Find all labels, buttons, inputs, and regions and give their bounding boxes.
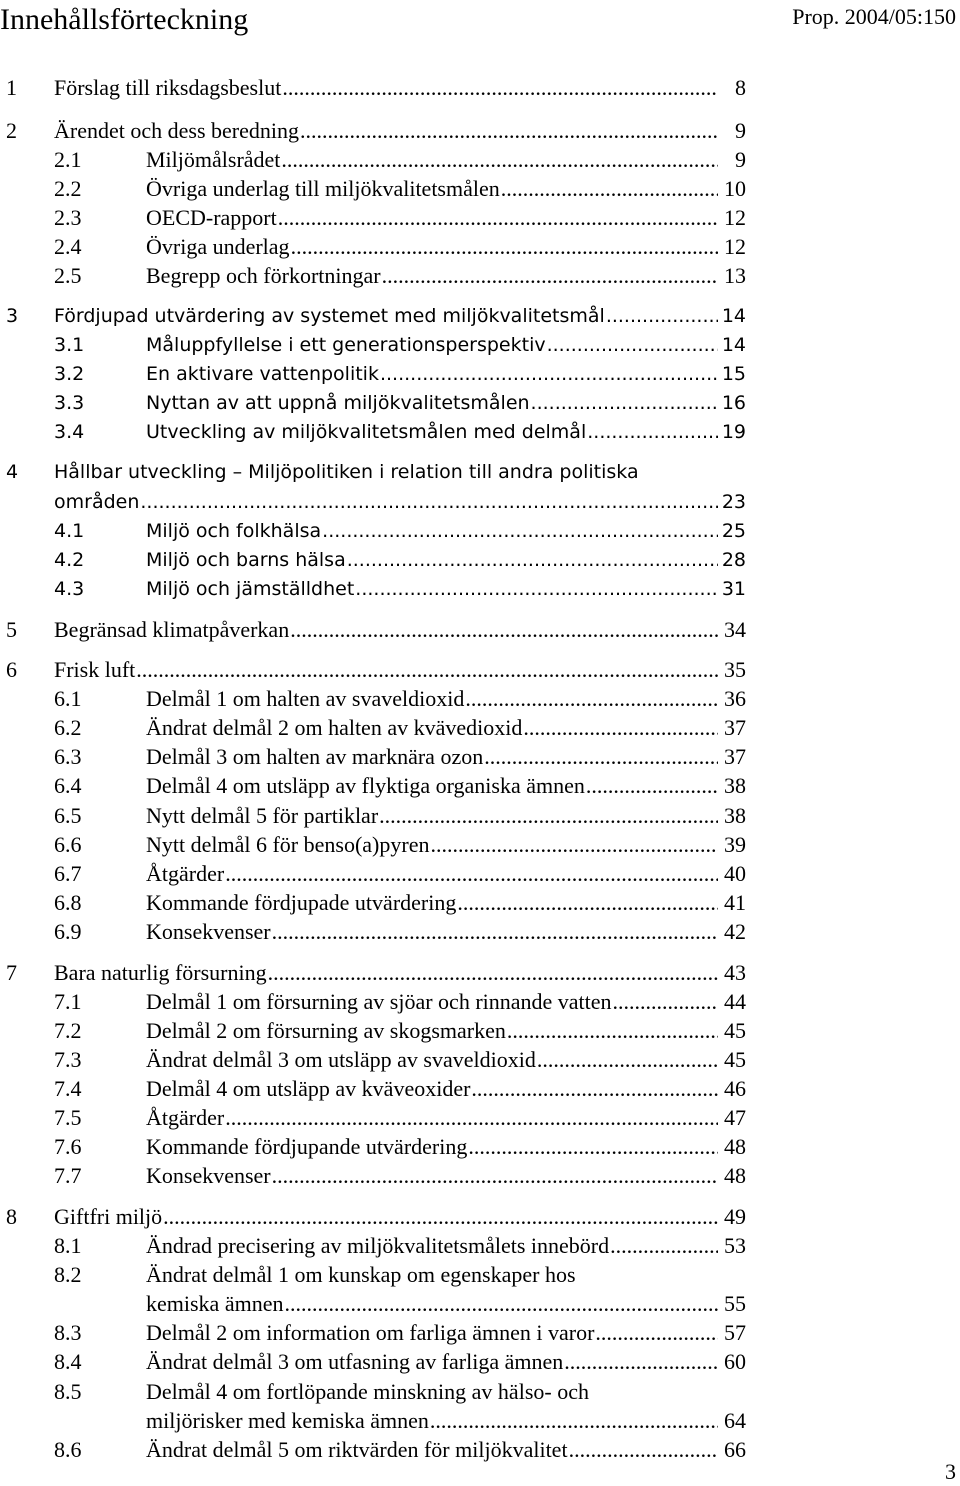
- toc-entry-title: Delmål 4 om utsläpp av flyktiga organiska ämnen: [146, 771, 586, 801]
- toc-entry-page: 35: [724, 657, 746, 682]
- dot-leader: [379, 801, 718, 831]
- toc-entry-title: Konsekvenser: [146, 1161, 272, 1191]
- toc-entry[interactable]: [0, 888, 760, 918]
- toc-entry[interactable]: [0, 330, 760, 360]
- toc-entry-title: Delmål 4 om fortlöpande minskning av hälso- och: [146, 1377, 590, 1407]
- toc-entry-title: Ändrat delmål 1 om kunskap om egenskaper hos: [146, 1260, 577, 1290]
- toc-entry-number: 7.1: [54, 989, 82, 1014]
- toc-entry-number: 6: [6, 657, 17, 682]
- dot-leader: [468, 1132, 718, 1162]
- toc-entry-title: Miljömålsrådet: [146, 145, 281, 175]
- document-reference: Prop. 2004/05:150: [792, 4, 956, 29]
- toc-entry-page: 14: [721, 305, 746, 327]
- toc-entry-page: 10: [724, 176, 746, 201]
- toc-entry-number: 8.6: [54, 1437, 82, 1462]
- dot-leader: [140, 487, 718, 517]
- toc-entry-number: 2.5: [54, 263, 82, 288]
- toc-entry-number: 6.9: [54, 919, 82, 944]
- toc-entry-page: 37: [724, 744, 746, 769]
- toc-entry-number: 3.1: [54, 334, 85, 356]
- toc-entry-page: 16: [721, 392, 746, 414]
- toc-entry-number: 3.3: [54, 392, 85, 414]
- toc-entry-page: 36: [724, 686, 746, 711]
- toc-entry[interactable]: [0, 487, 760, 517]
- toc-entry[interactable]: [0, 1161, 760, 1191]
- toc-entry[interactable]: [0, 684, 760, 714]
- toc-entry[interactable]: [0, 742, 760, 772]
- dot-leader: [272, 917, 718, 947]
- dot-leader: [355, 574, 718, 604]
- toc-entry-title: Kommande fördjupande utvärdering: [146, 1132, 468, 1162]
- toc-entry-number: 6.5: [54, 803, 82, 828]
- toc-entry-title: Kommande fördjupade utvärdering: [146, 888, 457, 918]
- toc-entry-number: 4: [6, 461, 19, 483]
- toc-entry-number: 2.1: [54, 147, 82, 172]
- toc-entry-number: 2.2: [54, 176, 82, 201]
- dot-leader: [587, 417, 718, 447]
- toc-entry[interactable]: [0, 987, 760, 1017]
- toc-entry[interactable]: [0, 145, 760, 175]
- dot-leader: [290, 615, 718, 645]
- toc-entry-title: områden: [54, 487, 140, 517]
- toc-entry-number: 7.6: [54, 1134, 82, 1159]
- toc-entry[interactable]: [0, 574, 760, 604]
- toc-entry[interactable]: [0, 545, 760, 575]
- toc-entry-page: 57: [724, 1320, 746, 1345]
- toc-entry[interactable]: [0, 359, 760, 389]
- toc-entry-page: 38: [724, 803, 746, 828]
- toc-entry[interactable]: [0, 232, 760, 262]
- toc-entry[interactable]: [0, 713, 760, 743]
- toc-entry-page: 15: [721, 363, 746, 385]
- dot-leader: [347, 545, 718, 575]
- toc-entry[interactable]: [0, 830, 760, 860]
- toc-entry-title: Delmål 4 om utsläpp av kväveoxider: [146, 1074, 471, 1104]
- dot-leader: [136, 655, 718, 685]
- toc-entry-title: miljörisker med kemiska ämnen: [146, 1406, 430, 1436]
- toc-entry-number: 7.7: [54, 1163, 82, 1188]
- toc-entry[interactable]: [0, 1103, 760, 1133]
- toc-entry-title: Fördjupad utvärdering av systemet med miljökvalitetsmål: [54, 301, 606, 331]
- toc-entry[interactable]: [0, 516, 760, 546]
- toc-entry-number: 3.4: [54, 421, 85, 443]
- toc-entry[interactable]: [0, 958, 760, 988]
- toc-entry-page: 13: [724, 263, 746, 288]
- toc-entry[interactable]: [0, 301, 760, 331]
- toc-entry[interactable]: [0, 1318, 760, 1348]
- toc-entry-page: 23: [721, 491, 746, 513]
- dot-leader: [300, 116, 718, 146]
- toc-entry-page: 64: [724, 1408, 746, 1433]
- toc-entry-title: Förslag till riksdagsbeslut: [54, 73, 282, 103]
- dot-leader: [507, 1016, 718, 1046]
- toc-entry-number: 7: [6, 960, 17, 985]
- toc-entry[interactable]: [0, 1289, 760, 1319]
- toc-entry-number: 3.2: [54, 363, 85, 385]
- toc-entry-page: 37: [724, 715, 746, 740]
- toc-entry-page: 8: [735, 75, 746, 100]
- dot-leader: [163, 1202, 718, 1232]
- toc-entry-number: 6.1: [54, 686, 82, 711]
- toc-entry-title: Frisk luft: [54, 655, 136, 685]
- toc-entry-page: 66: [724, 1437, 746, 1462]
- toc-entry-page: 44: [724, 989, 746, 1014]
- toc-entry-number: 6.8: [54, 890, 82, 915]
- toc-entry[interactable]: [0, 1202, 760, 1232]
- dot-leader: [613, 987, 718, 1017]
- toc-entry-title: Bara naturlig försurning: [54, 958, 268, 988]
- toc-entry-title: Delmål 3 om halten av marknära ozon: [146, 742, 484, 772]
- toc-entry-title: Begränsad klimatpåverkan: [54, 615, 290, 645]
- dot-leader: [430, 1406, 718, 1436]
- toc-entry-title: Miljö och jämställdhet: [146, 574, 355, 604]
- toc-entry[interactable]: [0, 859, 760, 889]
- toc-entry[interactable]: [0, 457, 760, 487]
- toc-entry-page: 19: [721, 421, 746, 443]
- toc-entry-number: 6.4: [54, 773, 82, 798]
- toc-entry-page: 49: [724, 1204, 746, 1229]
- toc-entry[interactable]: [0, 174, 760, 204]
- dot-leader: [484, 742, 718, 772]
- toc-entry-title: Nytt delmål 5 för partiklar: [146, 801, 379, 831]
- dot-leader: [225, 1103, 718, 1133]
- toc-entry-number: 7.3: [54, 1047, 82, 1072]
- toc-entry-number: 8.5: [54, 1379, 82, 1404]
- toc-entry[interactable]: [0, 73, 760, 103]
- toc-entry-page: 48: [724, 1134, 746, 1159]
- toc-entry-page: 31: [721, 578, 746, 600]
- toc-entry-number: 6.6: [54, 832, 82, 857]
- toc-entry-page: 9: [735, 118, 746, 143]
- dot-leader: [284, 1289, 718, 1319]
- toc-entry-number: 5: [6, 617, 17, 642]
- toc-entry-page: 43: [724, 960, 746, 985]
- dot-leader: [531, 388, 718, 418]
- toc-entry-title: Delmål 1 om halten av svaveldioxid: [146, 684, 465, 714]
- toc-entry[interactable]: [0, 1377, 760, 1407]
- toc-entry-title: Hållbar utveckling – Miljöpolitiken i relation till andra politiska: [54, 457, 640, 487]
- toc-entry[interactable]: [0, 1231, 760, 1261]
- dot-leader: [457, 888, 718, 918]
- toc-entry[interactable]: [0, 1016, 760, 1046]
- toc-entry[interactable]: [0, 615, 760, 645]
- dot-leader: [586, 771, 718, 801]
- toc-entry-title: Ändrat delmål 2 om halten av kvävedioxid: [146, 713, 523, 743]
- toc-entry-title: Åtgärder: [146, 859, 225, 889]
- toc-entry-number: 4.1: [54, 520, 85, 542]
- toc-entry[interactable]: [0, 1406, 760, 1436]
- toc-entry-number: 8: [6, 1204, 17, 1229]
- dot-leader: [537, 1045, 718, 1075]
- toc-entry-page: 14: [721, 334, 746, 356]
- toc-entry-page: 12: [724, 234, 746, 259]
- dot-leader: [595, 1318, 718, 1348]
- toc-entry-number: 8.3: [54, 1320, 82, 1345]
- toc-entry-title: Nyttan av att uppnå miljökvalitetsmålen: [146, 388, 531, 418]
- toc-entry[interactable]: [0, 1132, 760, 1162]
- dot-leader: [471, 1074, 718, 1104]
- dot-leader: [382, 261, 718, 291]
- toc-entry[interactable]: [0, 1347, 760, 1377]
- toc-entry-title: Ändrat delmål 5 om riktvärden för miljökvalitet: [146, 1435, 569, 1465]
- toc-entry-page: 25: [721, 520, 746, 542]
- toc-entry-page: 53: [724, 1233, 746, 1258]
- toc-entry-number: 6.2: [54, 715, 82, 740]
- toc-entry-page: 38: [724, 773, 746, 798]
- toc-entry-page: 40: [724, 861, 746, 886]
- toc-entry-number: 8.1: [54, 1233, 82, 1258]
- toc-entry[interactable]: [0, 1074, 760, 1104]
- toc-entry-page: 46: [724, 1076, 746, 1101]
- toc-entry-number: 4.2: [54, 549, 85, 571]
- toc-entry-title: Delmål 2 om försurning av skogsmarken: [146, 1016, 507, 1046]
- page-number: 3: [945, 1459, 956, 1484]
- dot-leader: [272, 1161, 718, 1191]
- toc-entry[interactable]: [0, 261, 760, 291]
- toc-entry-number: 7.5: [54, 1105, 82, 1130]
- toc-entry-title: Övriga underlag: [146, 232, 291, 262]
- dot-leader: [430, 830, 718, 860]
- toc-entry-page: 55: [724, 1291, 746, 1316]
- toc-entry[interactable]: [0, 417, 760, 447]
- toc-entry[interactable]: [0, 388, 760, 418]
- toc-entry-page: 12: [724, 205, 746, 230]
- dot-leader: [282, 73, 718, 103]
- toc-entry-title: Miljö och barns hälsa: [146, 545, 347, 575]
- toc-entry[interactable]: [0, 771, 760, 801]
- toc-entry[interactable]: [0, 1435, 760, 1465]
- toc-entry-page: 45: [724, 1018, 746, 1043]
- toc-entry-page: 48: [724, 1163, 746, 1188]
- toc-entry[interactable]: [0, 1260, 760, 1290]
- toc-entry-number: 6.3: [54, 744, 82, 769]
- dot-leader: [278, 203, 718, 233]
- toc-entry-title: Giftfri miljö: [54, 1202, 163, 1232]
- page-title: Innehållsförteckning: [0, 3, 249, 36]
- toc-entry-page: 42: [724, 919, 746, 944]
- toc-entry-number: 2: [6, 118, 17, 143]
- toc-entry[interactable]: [0, 655, 760, 685]
- toc-entry[interactable]: [0, 116, 760, 146]
- toc-entry-title: Ändrat delmål 3 om utfasning av farliga ämnen: [146, 1347, 564, 1377]
- toc-entry-page: 60: [724, 1349, 746, 1374]
- toc-entry-title: Miljö och folkhälsa: [146, 516, 322, 546]
- toc-entry-title: Nytt delmål 6 för benso(a)pyren: [146, 830, 430, 860]
- toc-entry-number: 4.3: [54, 578, 85, 600]
- toc-entry-title: Utveckling av miljökvalitetsmålen med delmål: [146, 417, 587, 447]
- toc-entry-page: 34: [724, 617, 746, 642]
- dot-leader: [501, 174, 718, 204]
- dot-leader: [569, 1435, 718, 1465]
- toc-entry-title: Delmål 2 om information om farliga ämnen i varor: [146, 1318, 595, 1348]
- toc-entry-title: Konsekvenser: [146, 917, 272, 947]
- toc-entry-title: Ändrad precisering av miljökvalitetsmålets innebörd: [146, 1231, 610, 1261]
- dot-leader: [268, 958, 718, 988]
- toc-entry-number: 8.4: [54, 1349, 82, 1374]
- toc-entry[interactable]: [0, 203, 760, 233]
- toc-entry[interactable]: [0, 917, 760, 947]
- dot-leader: [281, 145, 718, 175]
- toc-entry-number: 7.2: [54, 1018, 82, 1043]
- toc-entry-number: 2.3: [54, 205, 82, 230]
- toc-entry-title: Delmål 1 om försurning av sjöar och rinnande vatten: [146, 987, 613, 1017]
- toc-entry-title: OECD-rapport: [146, 203, 278, 233]
- toc-entry[interactable]: [0, 801, 760, 831]
- dot-leader: [606, 301, 718, 331]
- toc-entry-title: Åtgärder: [146, 1103, 225, 1133]
- toc-entry-number: 7.4: [54, 1076, 82, 1101]
- dot-leader: [523, 713, 718, 743]
- toc-entry-title: Begrepp och förkortningar: [146, 261, 382, 291]
- dot-leader: [225, 859, 718, 889]
- toc-entry-page: 28: [721, 549, 746, 571]
- toc-entry-number: 6.7: [54, 861, 82, 886]
- toc-entry-number: 1: [6, 75, 17, 100]
- dot-leader: [547, 330, 718, 360]
- toc-entry-title: Ärendet och dess beredning: [54, 116, 300, 146]
- toc-entry-title: Övriga underlag till miljökvalitetsmålen: [146, 174, 501, 204]
- dot-leader: [322, 516, 718, 546]
- toc-entry-title: kemiska ämnen: [146, 1289, 284, 1319]
- toc-entry-number: 8.2: [54, 1262, 82, 1287]
- toc-entry-title: En aktivare vattenpolitik: [146, 359, 380, 389]
- toc-entry-page: 45: [724, 1047, 746, 1072]
- dot-leader: [291, 232, 718, 262]
- toc-entry[interactable]: [0, 1045, 760, 1075]
- toc-entry-page: 9: [735, 147, 746, 172]
- dot-leader: [465, 684, 718, 714]
- toc-entry-page: 47: [724, 1105, 746, 1130]
- dot-leader: [564, 1347, 718, 1377]
- dot-leader: [610, 1231, 718, 1261]
- toc-entry-page: 39: [724, 832, 746, 857]
- toc-entry-page: 41: [724, 890, 746, 915]
- toc-entry-title: Måluppfyllelse i ett generationsperspektiv: [146, 330, 547, 360]
- toc-entry-title: Ändrat delmål 3 om utsläpp av svaveldioxid: [146, 1045, 537, 1075]
- toc-entry-number: 2.4: [54, 234, 82, 259]
- toc-entry-number: 3: [6, 305, 19, 327]
- dot-leader: [380, 359, 718, 389]
